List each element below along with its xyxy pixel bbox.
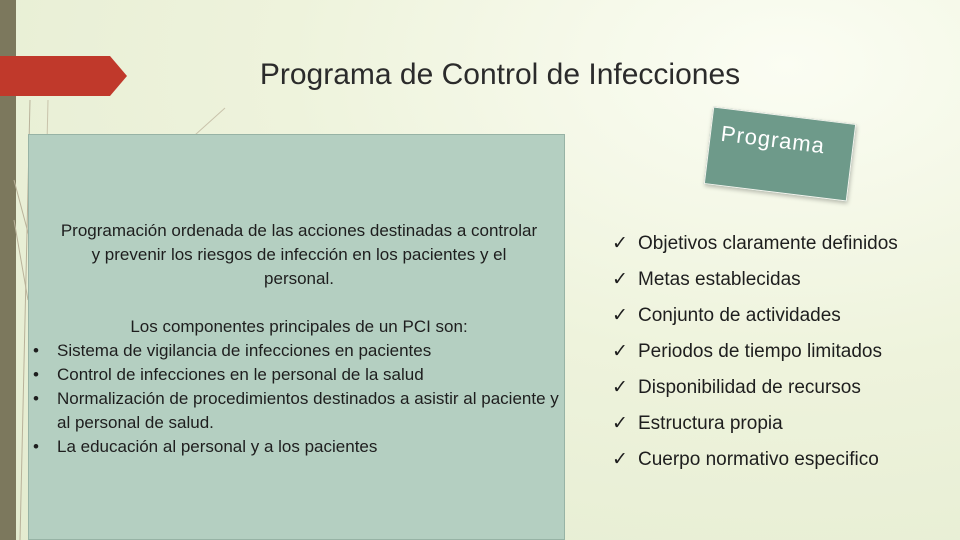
programa-badge-label: Programa [719, 120, 827, 159]
intro-text: Programación ordenada de las acciones destinadas a controlar y prevenir los riesgos de infección en los pacientes y el personal. [60, 221, 538, 288]
check-icon: ✓ [612, 413, 628, 434]
checklist-item [612, 412, 952, 436]
checklist-text: Cuerpo normativo especifico [638, 449, 879, 470]
checklist-text: Conjunto de actividades [638, 305, 841, 326]
checklist-text: Objetivos claramente definidos [638, 233, 898, 254]
bullet-icon: • [33, 389, 39, 408]
slide-title: Programa de Control de Infecciones [259, 58, 741, 91]
component-text: Normalización de procedimientos destinados a asistir al paciente y al personal de salud. [57, 389, 559, 432]
check-icon: ✓ [612, 449, 628, 470]
bullet-icon: • [33, 341, 39, 360]
bullet-icon: • [33, 365, 39, 384]
check-icon: ✓ [612, 341, 628, 362]
checklist-text: Periodos de tiempo limitados [638, 341, 882, 362]
check-icon: ✓ [612, 305, 628, 326]
checklist-item [612, 304, 952, 328]
component-item [29, 387, 559, 435]
checklist-item [612, 232, 952, 256]
component-item [29, 339, 559, 363]
check-icon: ✓ [612, 233, 628, 254]
checklist-text: Metas establecidas [638, 269, 801, 290]
checklist-item [612, 340, 952, 364]
check-icon: ✓ [612, 269, 628, 290]
checklist-text: Disponibilidad de recursos [638, 377, 861, 398]
components-heading: Los componentes principales de un PCI son: [130, 317, 468, 336]
title-accent-tab [0, 56, 127, 96]
checklist-item [612, 448, 952, 472]
checklist-item [612, 376, 952, 400]
bullet-icon: • [33, 437, 39, 456]
component-text: Sistema de vigilancia de infecciones en pacientes [57, 341, 432, 360]
checklist-text: Estructura propia [638, 413, 783, 434]
check-icon: ✓ [612, 377, 628, 398]
checklist-item [612, 268, 952, 292]
content-box [28, 134, 565, 540]
components-list [29, 339, 559, 459]
component-item [29, 363, 559, 387]
checklist [612, 232, 952, 484]
component-item [29, 435, 559, 459]
component-text: La educación al personal y a los pacientes [57, 437, 378, 456]
component-text: Control de infecciones en le personal de la salud [57, 365, 424, 384]
